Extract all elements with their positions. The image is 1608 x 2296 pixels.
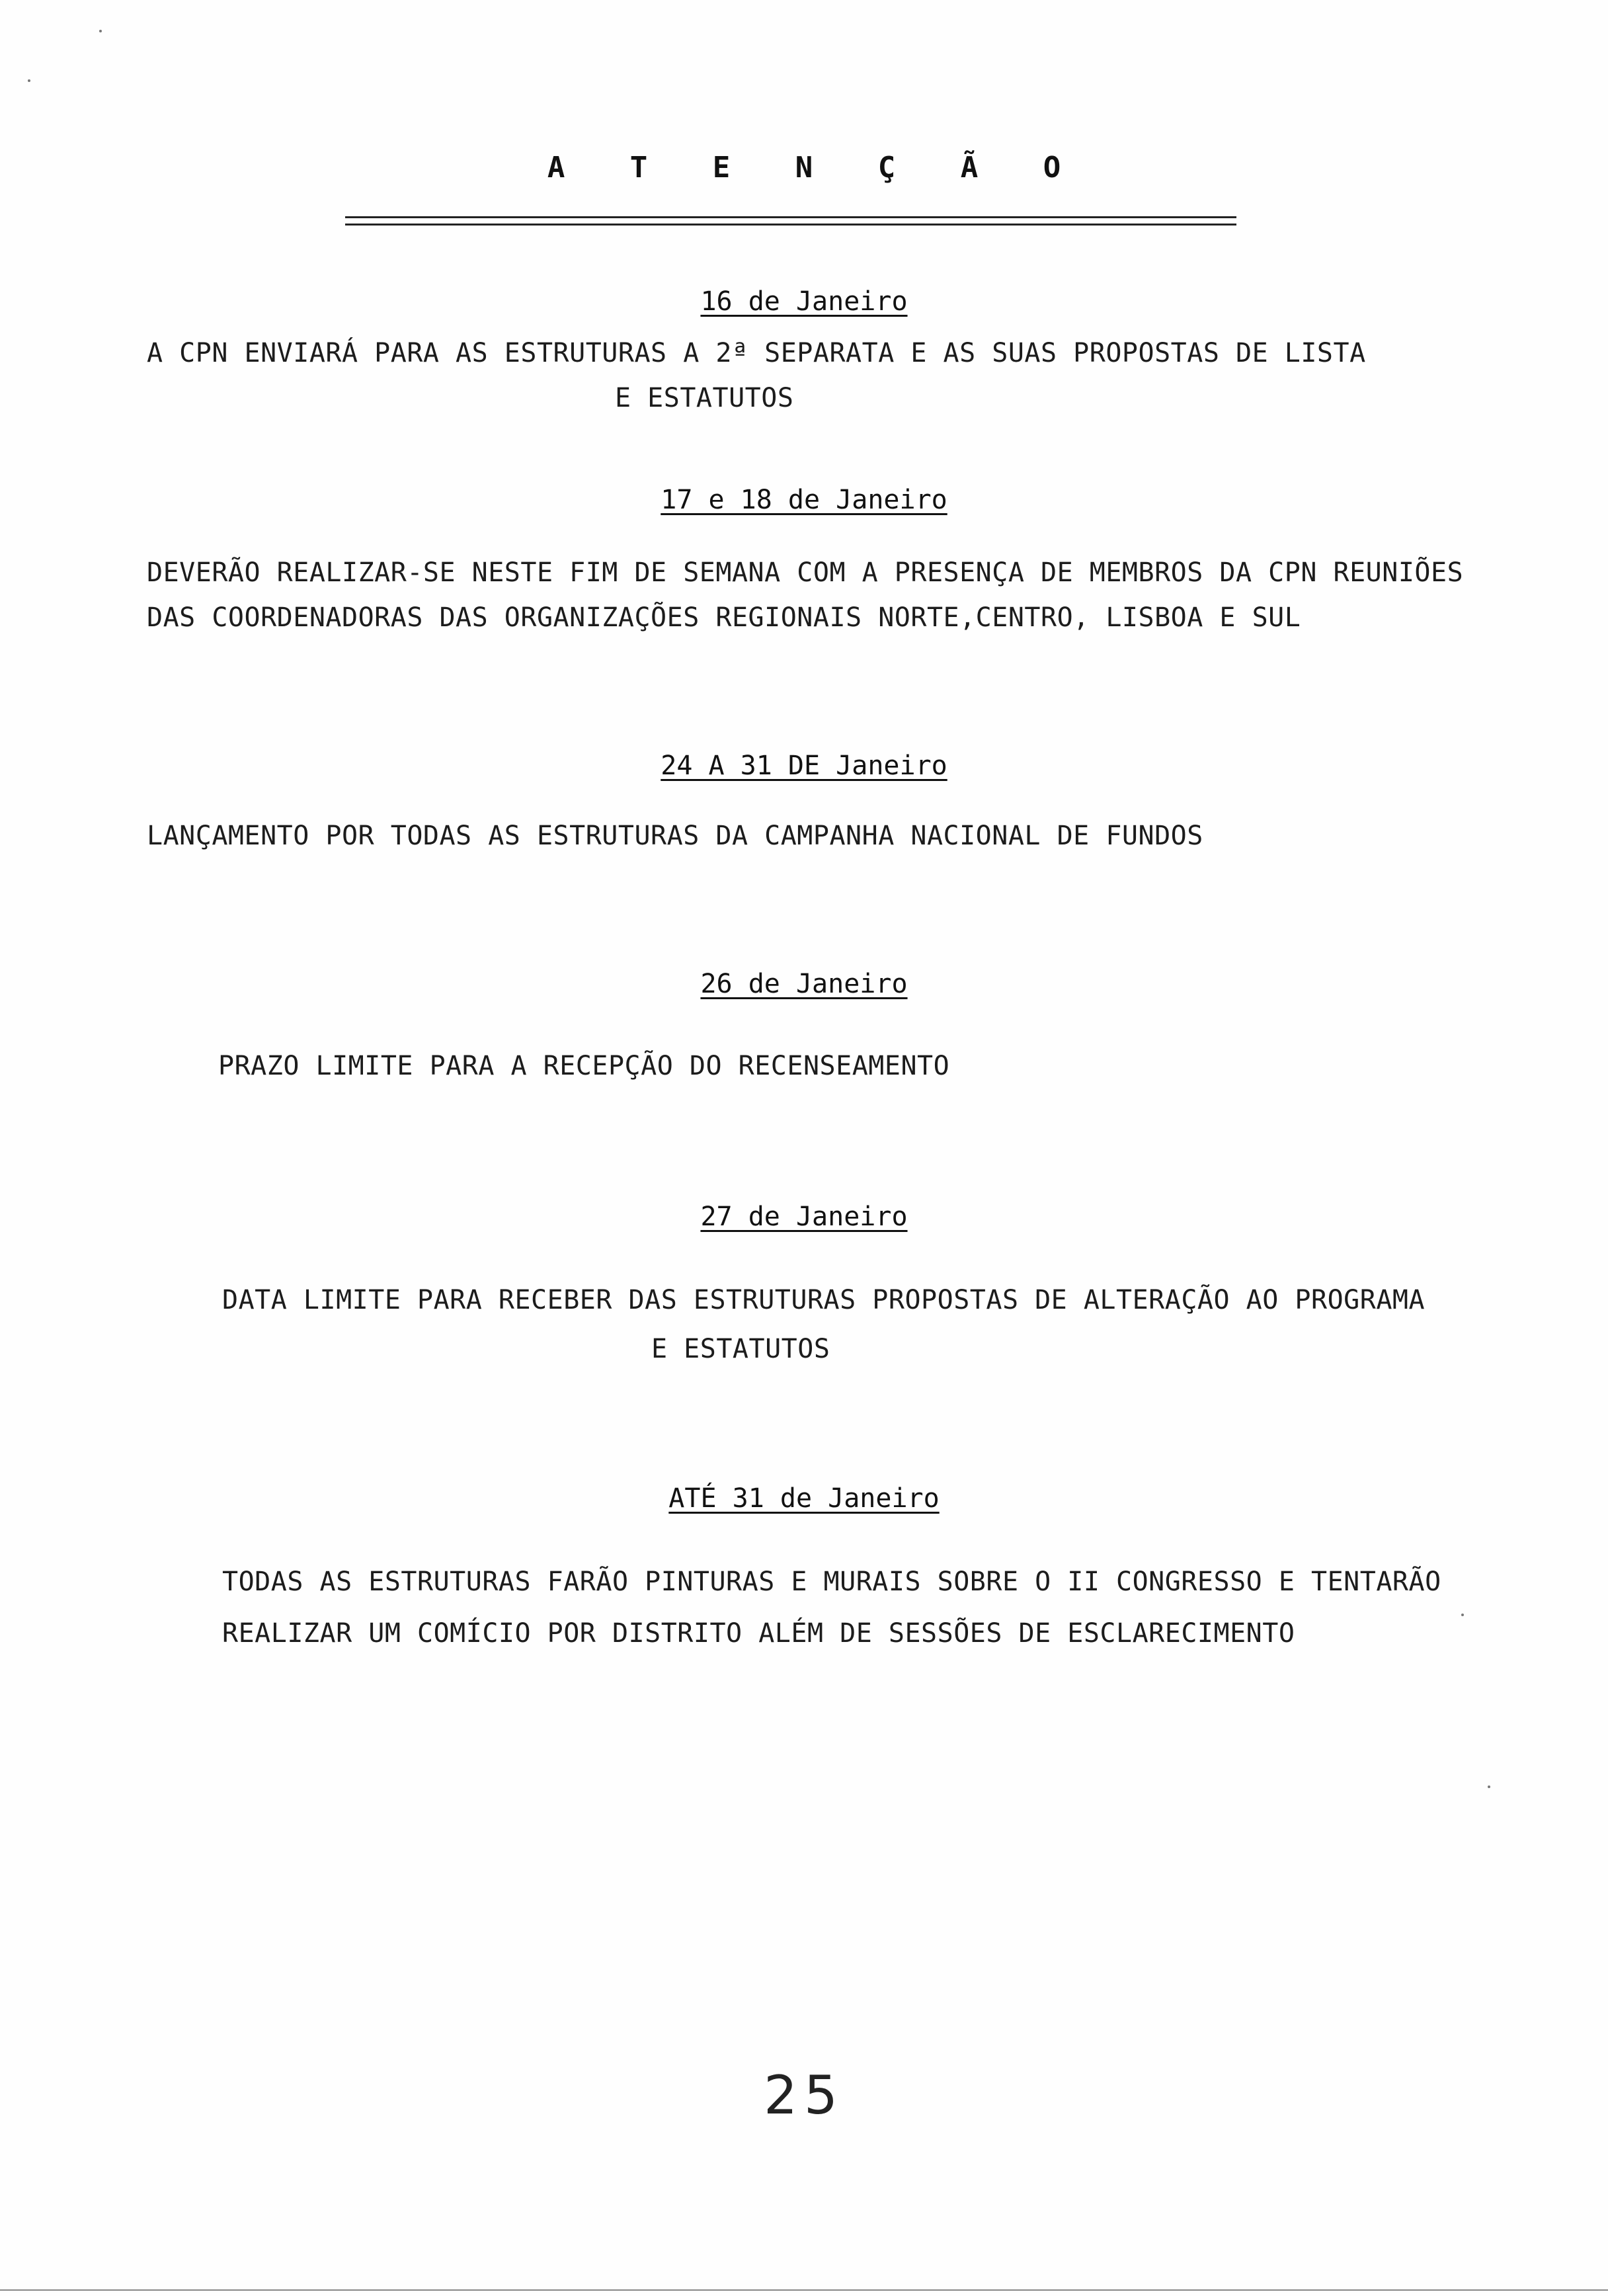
page-number: 25 xyxy=(764,2065,844,2126)
section-text-line: E ESTATUTOS xyxy=(615,383,794,413)
section-heading-text: 26 de Janeiro xyxy=(700,969,908,999)
section-heading-2 xyxy=(0,484,1608,516)
section-text-line: DEVERÃO REALIZAR-SE NESTE FIM DE SEMANA COM A PRESENÇA DE MEMBROS DA CPN REUNIÕES xyxy=(147,557,1464,588)
title-double-rule xyxy=(345,216,1236,226)
page-title: A T E N Ç Ã O xyxy=(547,151,1085,184)
scan-speck xyxy=(1488,1785,1490,1788)
scan-speck xyxy=(99,30,102,32)
section-heading-text: 16 de Janeiro xyxy=(700,286,908,317)
section-heading-text: 27 de Janeiro xyxy=(700,1202,908,1232)
scan-bottom-edge xyxy=(0,2289,1608,2291)
section-text-line: DAS COORDENADORAS DAS ORGANIZAÇÕES REGIONAIS NORTE,CENTRO, LISBOA E SUL xyxy=(147,602,1301,633)
section-heading-text: 24 A 31 DE Janeiro xyxy=(661,751,947,781)
section-text-line: REALIZAR UM COMÍCIO POR DISTRITO ALÉM DE SESSÕES DE ESCLARECIMENTO xyxy=(222,1618,1295,1649)
section-text-line: TODAS AS ESTRUTURAS FARÃO PINTURAS E MURAIS SOBRE O II CONGRESSO E TENTARÃO xyxy=(222,1567,1441,1597)
section-text-line: LANÇAMENTO POR TODAS AS ESTRUTURAS DA CAMPANHA NACIONAL DE FUNDOS xyxy=(147,821,1203,851)
section-heading-5 xyxy=(0,1201,1608,1233)
section-text-line: A CPN ENVIARÁ PARA AS ESTRUTURAS A 2ª SEPARATA E AS SUAS PROPOSTAS DE LISTA xyxy=(147,338,1366,368)
section-heading-6 xyxy=(0,1483,1608,1514)
section-heading-4 xyxy=(0,968,1608,1000)
section-heading-3 xyxy=(0,750,1608,782)
section-heading-text: ATÉ 31 de Janeiro xyxy=(668,1483,940,1514)
scan-speck xyxy=(1461,1614,1464,1616)
scan-speck xyxy=(28,79,30,82)
section-text-line: E ESTATUTOS xyxy=(651,1334,830,1364)
section-text-line: PRAZO LIMITE PARA A RECEPÇÃO DO RECENSEAMENTO xyxy=(218,1051,950,1081)
section-text-line: DATA LIMITE PARA RECEBER DAS ESTRUTURAS PROPOSTAS DE ALTERAÇÃO AO PROGRAMA xyxy=(222,1285,1426,1315)
section-heading-1 xyxy=(0,286,1608,317)
section-heading-text: 17 e 18 de Janeiro xyxy=(661,485,947,515)
